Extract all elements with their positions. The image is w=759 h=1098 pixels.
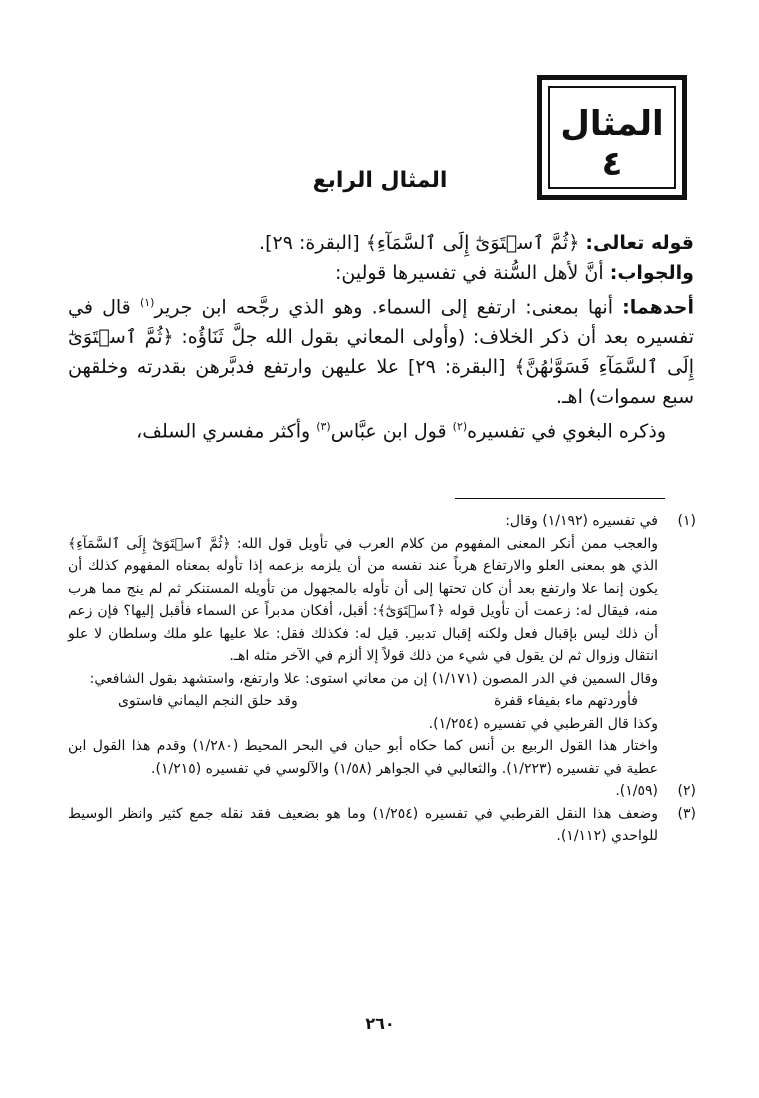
- p4-text-2: قول ابن عبَّاس: [330, 420, 447, 443]
- footnote-1-line-4: وكذا قال القرطبي في تفسيره (١/٢٥٤).: [428, 715, 658, 732]
- p3-text-1: أنها بمعنى: ارتفع إلى السماء. وهو الذي رجَّحه ابن جرير: [154, 296, 613, 319]
- poetry-verse: [68, 690, 658, 713]
- box-word: المثال: [560, 104, 664, 144]
- paragraph-2: [68, 258, 694, 288]
- footnote-ref-2: (٢): [452, 420, 468, 434]
- example-number-box: [537, 75, 687, 200]
- p2-label: والجواب:: [609, 262, 694, 284]
- p3-label: أحدهما:: [622, 296, 694, 319]
- p1-ref: [البقرة: ٢٩].: [259, 232, 360, 254]
- p3-text-3: [البقرة: ٢٩] علا عليهن وارتفع فدبَّرهن بقدرته وخلقهن سبع سموات) اهـ.: [68, 356, 694, 409]
- footnote-ref-3: (٣): [316, 420, 331, 434]
- p1-quote: ﴿ثُمَّ ٱسۡتَوَىٰٓ إِلَى ٱلسَّمَآءِ﴾: [365, 232, 580, 254]
- footnote-2-number: (٢): [677, 783, 696, 799]
- p4-text-3: وأكثر مفسري السلف،: [136, 420, 311, 443]
- footnote-2-text: (١/٥٩).: [615, 783, 658, 799]
- box-number: ٤: [601, 144, 623, 184]
- footnotes: [68, 510, 696, 848]
- page-number: ٢٦٠: [365, 1014, 395, 1033]
- main-text: [68, 228, 694, 447]
- paragraph-1: [68, 228, 694, 258]
- p3-quote: ﴿ثُمَّ ٱسۡتَوَىٰٓ إِلَى ٱلسَّمَآءِ فَسَوَّىٰهُنَّ﴾: [68, 326, 694, 379]
- footnote-1-line-5: واختار هذا القول الربيع بن أنس كما حكاه أبو حيان في البحر المحيط (١/٢٨٠) وقدم هذا القول ابن عطية في تفسيره (١/٢٢٣). والثعالبي في الجواهر (١/٥٨) والآلوسي في تفسيره (١/٢١٥).: [68, 738, 658, 777]
- footnote-1: [68, 510, 696, 780]
- section-title: المثال الرابع: [312, 168, 448, 193]
- footnote-3: [68, 803, 696, 848]
- footnote-2: [68, 780, 696, 803]
- verse-second-hemistich: وقد حلق النجم اليماني فاستوى: [118, 693, 298, 709]
- paragraph-3: [68, 288, 694, 412]
- footnote-1-line-3: وقال السمين في الدر المصون (١/١٧١) إن من معاني استوى: علا وارتفع، واستشهد بقول الشافعي:: [89, 670, 658, 687]
- footnote-3-number: (٣): [677, 805, 696, 822]
- footnote-separator: [455, 498, 665, 499]
- footnote-1-number: (١): [677, 513, 696, 529]
- footnote-1-text: [68, 510, 658, 780]
- p4-text-1: وذكره البغوي في تفسيره: [467, 420, 666, 443]
- footnote-ref-1: (١): [139, 296, 155, 309]
- paragraph-4: [68, 412, 694, 446]
- p2-text: أنَّ لأهل السُّنة في تفسيرها قولين:: [334, 262, 604, 284]
- verse-first-hemistich: فأوردتهم ماء بفيفاء قفرة: [493, 693, 638, 709]
- p3-text-2: قال في تفسيره بعد أن ذكر الخلاف: (وأولى المعاني بقول الله جلَّ ثَنَاؤُه:: [68, 296, 695, 349]
- example-number-box-inner: [548, 86, 676, 189]
- footnote-3-text: وضعف هذا النقل القرطبي في تفسيره (١/٢٥٤) وما هو بضعيف فقد نقله جمع كثير وانظر الوسيط للواحدي (١/١١٢).: [68, 805, 658, 844]
- p1-label: قوله تعالى:: [585, 232, 694, 254]
- footnote-1-line-1: في تفسيره (١/١٩٢) وقال:: [505, 513, 658, 529]
- footnote-1-line-2: والعجب ممن أنكر المعنى المفهوم من كلام العرب في تأويل قول الله: ﴿ثُمَّ ٱسۡتَوَىٰٓ إِلَى ٱلسَّمَآءِ﴾ الذي هو بمعنى العلو والارتفاع هرباً عند نفسه من أن يلزمه بزعمه إذا تأوله بمعناه المفهوم كذلك أن يكون إنما علا وارتفع بعد أن كان تحتها إلى أن تأوله بالمجهول من تأويله المستنكر ثم لم ينج مما هرب منه، فيقال له: زعمت أن تأويل قوله ﴿ٱسۡتَوَىٰٓ﴾: أقبل، أفكان مدبراً عن السماء فأقبل إليها؟ فإن زعم أن ذلك ليس بإقبال فعل ولكنه إقبال تدبير. قيل له: فكذلك فقل: علا عليها علو ملك وسلطان لا علو انتقال وزوال ثم لن يقول في شيء من ذلك قولاً إلا ألزم في الآخر مثله اهـ.: [68, 535, 658, 664]
